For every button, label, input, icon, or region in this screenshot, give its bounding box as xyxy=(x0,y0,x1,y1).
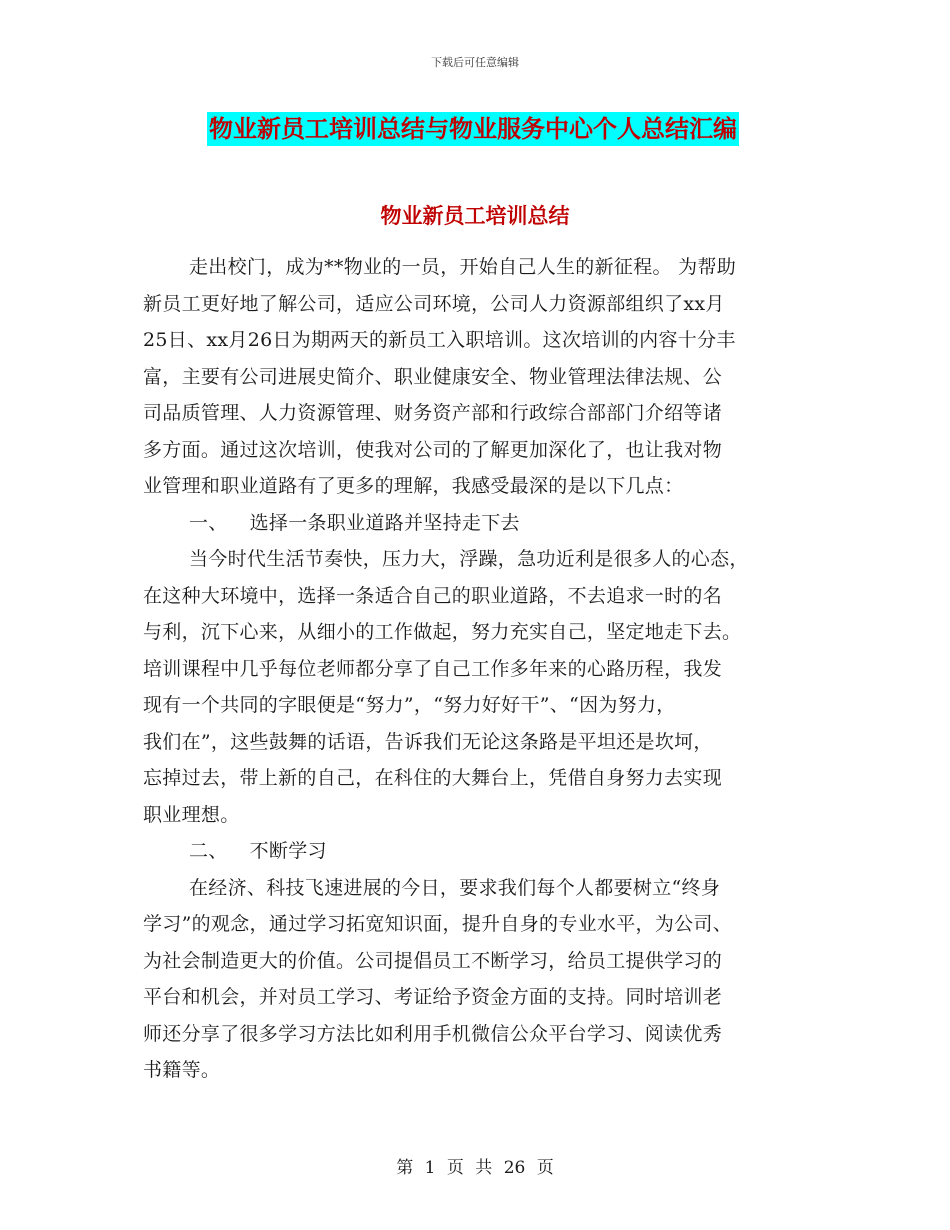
paragraph-line: 平台和机会，并对员工学习、考证给予资金方面的支持。同时培训老 xyxy=(143,986,723,1008)
paragraph-line: 在经济、科技飞速进展的今日，要求我们每个人都要树立“终身 xyxy=(189,876,721,899)
document-title: 物业新员工培训总结与物业服务中心个人总结汇编 xyxy=(207,112,739,146)
paragraph-line: 走出校门，成为**物业的一员，开始自己人生的新征程。 为帮助 xyxy=(189,256,737,278)
paragraph-line: 司品质管理、人力资源管理、财务资产部和行政综合部部门介绍等诸 xyxy=(143,402,723,424)
paragraph-line: 业管理和职业道路有了更多的理解，我感受最深的是以下几点： xyxy=(143,475,684,497)
heading-number: 一、 xyxy=(189,511,228,534)
paragraph-line: 职业理想。 xyxy=(143,803,240,826)
paragraph-line: 多方面。通过这次培训，使我对公司的了解更加深化了，也让我对物 xyxy=(143,438,723,461)
paragraph-line: 富，主要有公司进展史简介、职业健康安全、物业管理法律法规、公 xyxy=(143,365,723,388)
heading-text: 不断学习 xyxy=(249,840,327,862)
paragraph-line: 现有一个共同的字眼便是“努力”，“努力好好干”、“因为努力， xyxy=(143,694,676,716)
heading-number: 二、 xyxy=(189,840,228,862)
paragraph-line: 学习”的观念，通过学习拓宽知识面，提升自身的专业水平，为公司、 xyxy=(143,913,733,935)
paragraph-line: 25日、xx月26日为期两天的新员工入职培训。这次培训的内容十分丰 xyxy=(143,329,736,351)
paragraph-line: 培训课程中几乎每位老师都分享了自己工作多年来的心路历程，我发 xyxy=(143,657,723,680)
paragraph-line: 忘掉过去，带上新的自己，在科住的大舞台上，凭借自身努力去实现 xyxy=(143,767,723,789)
paragraph-line: 书籍等。 xyxy=(143,1059,221,1081)
paragraph-line: 在这种大环境中，选择一条适合自己的职业道路，不去追求一时的名 xyxy=(143,584,723,607)
paragraph-line: 为社会制造更大的价值。公司提倡员工不断学习，给员工提供学习的 xyxy=(143,949,723,972)
section-heading-1 xyxy=(143,505,807,542)
heading-text: 选择一条职业道路并坚持走下去 xyxy=(249,511,520,534)
page-footer: 第 1 页 共 26 页 xyxy=(396,1158,554,1178)
header-note: 下载后可任意编辑 xyxy=(431,56,519,69)
paragraph-line: 与利，沉下心来，从细小的工作做起，努力充实自己，坚定地走下去。 xyxy=(143,621,742,643)
paragraph-line: 我们在”，这些鼓舞的话语，告诉我们无论这条路是平坦还是坎坷， xyxy=(143,730,713,753)
section-title: 物业新员工培训总结 xyxy=(380,203,570,228)
section-heading-2 xyxy=(143,833,807,870)
body-text xyxy=(143,249,807,1089)
paragraph-line: 当今时代生活节奏快，压力大，浮躁，急功近利是很多人的心态， xyxy=(189,548,749,570)
paragraph-line: 新员工更好地了解公司，适应公司环境，公司人力资源部组织了xx月 xyxy=(143,292,725,315)
paragraph-line: 师还分享了很多学习方法比如利用手机微信公众平台学习、阅读优秀 xyxy=(143,1022,723,1045)
